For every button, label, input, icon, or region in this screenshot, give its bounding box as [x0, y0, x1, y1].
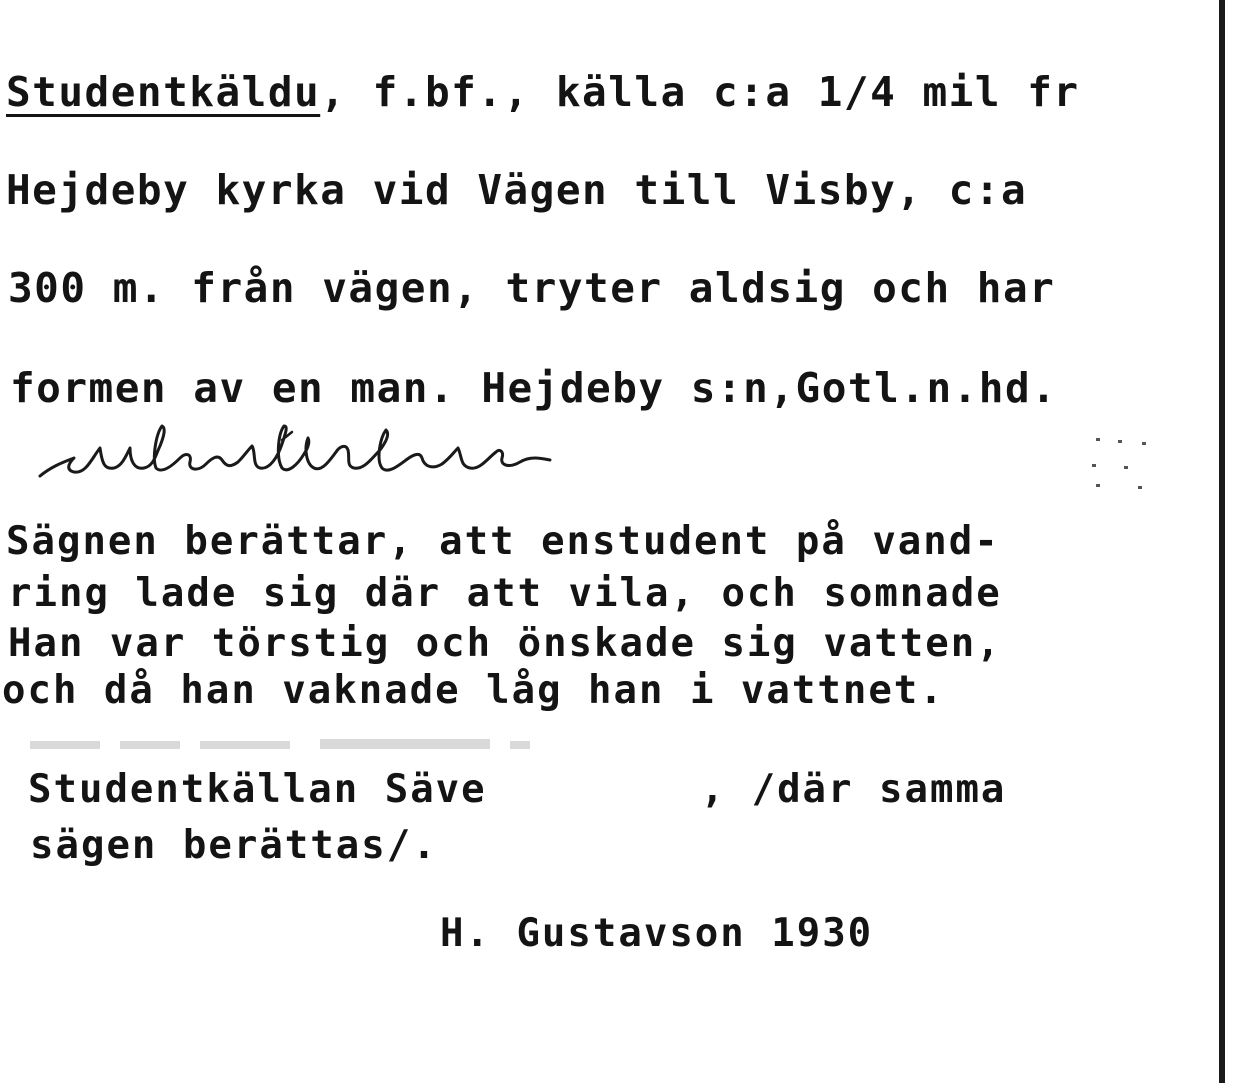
- paper-speck: [1118, 440, 1122, 443]
- legend-line-1: Sägnen berättar, att enstudent på vand-: [6, 519, 1000, 564]
- reference-note: , /där samma: [700, 767, 1007, 812]
- legend-line-3: Han var törstig och önskade sig vatten,: [8, 621, 1002, 666]
- entry-line-1-rest: , f.bf., källa c:a 1/4 mil fr: [320, 68, 1080, 116]
- headword: Studentkäldu: [6, 68, 321, 116]
- faded-text-trace: [30, 737, 540, 753]
- handwritten-note: [30, 418, 560, 488]
- reference-source: Studentkällan Säve: [28, 767, 487, 812]
- entry-line-2: Hejdeby kyrka vid Vägen till Visby, c:a: [6, 166, 1028, 214]
- card-edge-line: [1219, 0, 1225, 1083]
- signature: H. Gustavson 1930: [440, 911, 874, 956]
- reference-line-1: [28, 767, 1007, 812]
- reference-line-2: sägen berättas/.: [30, 823, 438, 868]
- legend-line-2: ring lade sig där att vila, och somnade: [8, 571, 1002, 616]
- paper-speck: [1138, 486, 1142, 489]
- entry-line-3: 300 m. från vägen, tryter aldsig och har: [8, 264, 1056, 312]
- paper-speck: [1096, 484, 1100, 487]
- paper-speck: [1092, 464, 1096, 467]
- legend-line-4: och då han vaknade låg han i vattnet.: [2, 668, 945, 713]
- paper-speck: [1124, 466, 1128, 469]
- paper-speck: [1142, 442, 1146, 445]
- entry-line-4: formen av en man. Hejdeby s:n,Gotl.n.hd.: [10, 364, 1058, 412]
- paper-speck: [1096, 438, 1100, 441]
- entry-line-1: [6, 68, 1080, 116]
